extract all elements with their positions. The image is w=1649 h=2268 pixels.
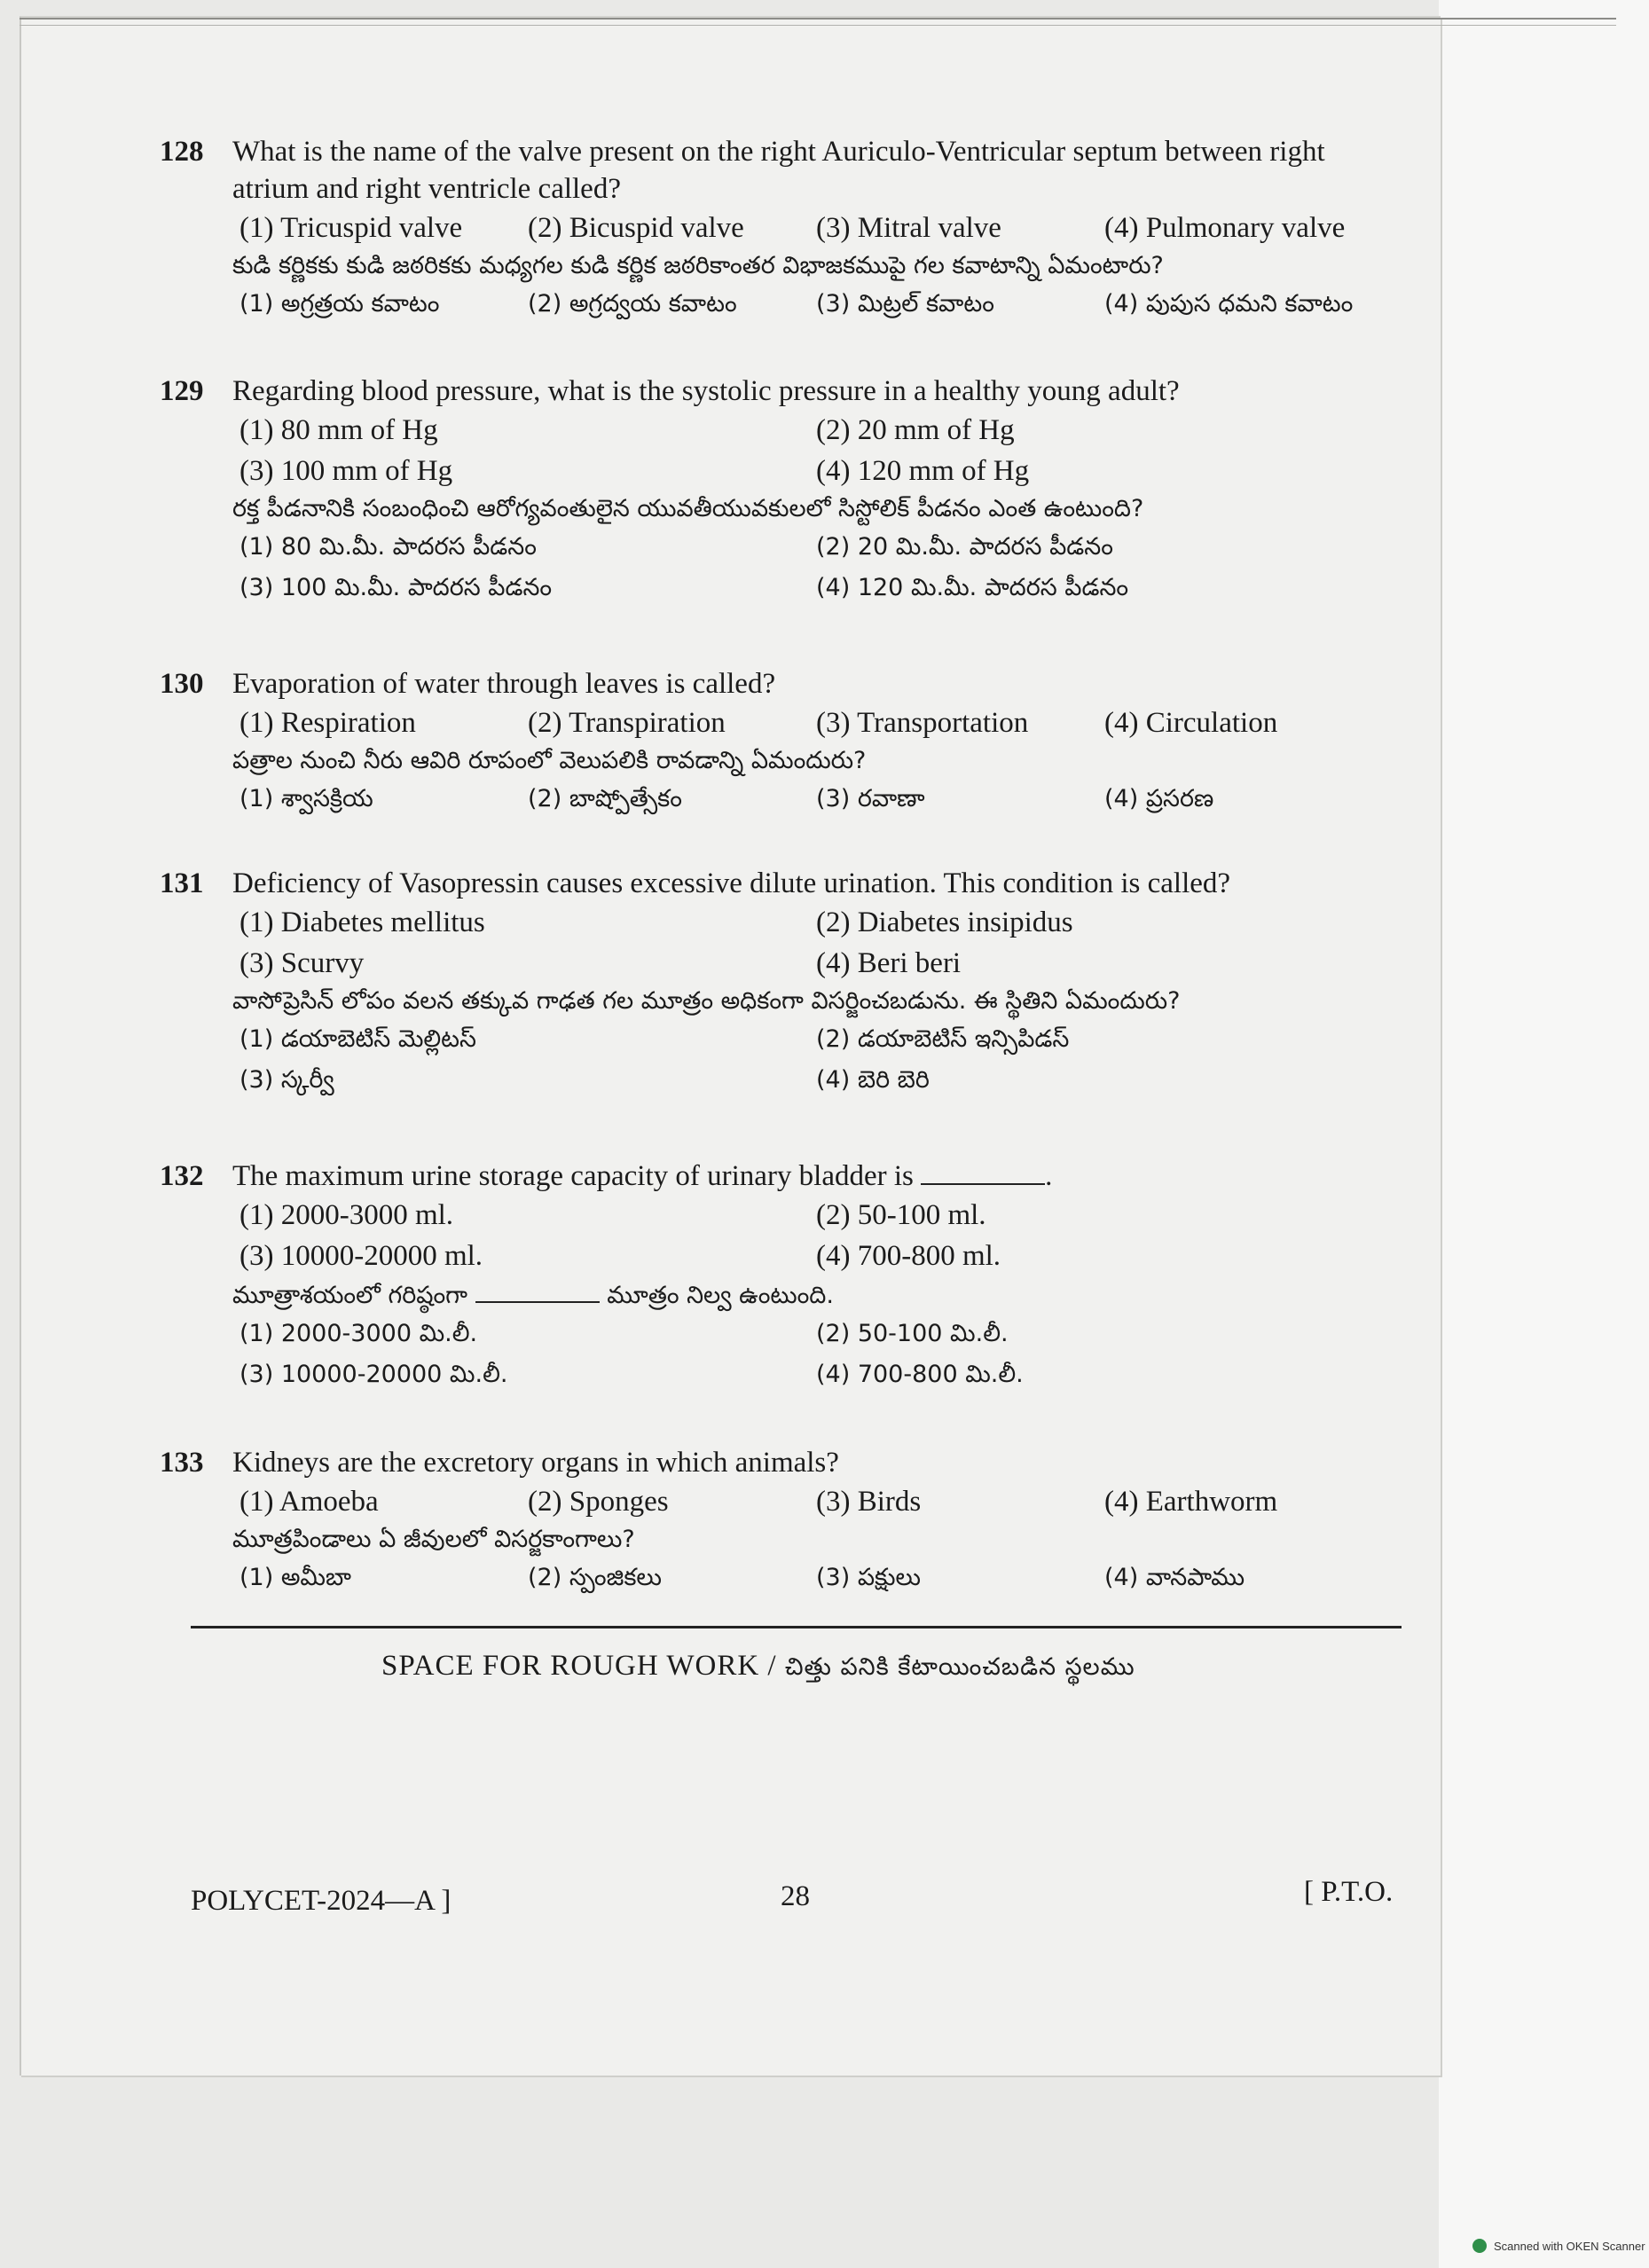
rough-work-heading (381, 1650, 1135, 1687)
option-3: (3) 10000-20000 ml. (239, 1240, 483, 1272)
option-2-te: (2) డయాబెటిస్ ఇన్సిపిడస్ (816, 1025, 1070, 1053)
question-text-te: మూత్రపిండాలు ఏ జీవులలో విసర్జకాంగాలు? (232, 1526, 635, 1553)
options-te (239, 527, 1402, 608)
option-2-te: (2) స్పంజికలు (528, 1564, 662, 1591)
option-2: (2) Transpiration (528, 707, 726, 739)
question-text-en-start: The maximum urine storage capacity of urinary bladder is (232, 1160, 914, 1192)
question-129 (160, 373, 1402, 608)
question-number: 131 (160, 867, 204, 899)
option-2: (2) Sponges (528, 1486, 669, 1518)
option-3: (3) Mitral valve (816, 212, 1001, 244)
paper-code: POLYCET-2024—A ] (191, 1885, 452, 1917)
option-3-te: (3) 10000-20000 మి.లీ. (239, 1361, 508, 1388)
question-text-en: What is the name of the valve present on the right Auriculo-Ventricular septum between right atrium and right ventricle called? (232, 136, 1325, 205)
option-4: (4) Pulmonary valve (1104, 212, 1346, 244)
option-4: (4) 120 mm of Hg (816, 455, 1030, 487)
option-2-te: (2) 20 మి.మీ. పాదరస పీడనం (816, 533, 1113, 561)
question-131 (160, 865, 1402, 1101)
option-4-te: (4) 120 మి.మీ. పాదరస పీడనం (816, 574, 1129, 601)
question-text-te: కుడి కర్ణికకు కుడి జఠరికకు మధ్యగల కుడి కర్ణిక జఠరికాంతర విభాజకముపై గల కవాటాన్ని ఏమంటారు? (232, 252, 1164, 279)
question-text-en: Kidneys are the excretory organs in which animals? (232, 1447, 839, 1479)
option-1: (1) Tricuspid valve (239, 212, 463, 244)
scan-margin (1439, 0, 1649, 2268)
option-2-te: (2) బాష్పోత్సేకం (528, 785, 682, 812)
option-4-te: (4) బెరి బెరి (816, 1066, 930, 1094)
rough-work-en: SPACE FOR ROUGH WORK / (381, 1650, 777, 1682)
option-3-te: (3) స్కర్వీ (239, 1066, 334, 1094)
option-3: (3) Scurvy (239, 947, 365, 979)
option-4-te: (4) వానపాము (1104, 1564, 1245, 1591)
option-4-te: (4) 700-800 మి.లీ. (816, 1361, 1024, 1388)
option-3: (3) Transportation (816, 707, 1029, 739)
option-1-te: (1) 2000-3000 మి.లీ. (239, 1320, 478, 1347)
options-te (239, 1314, 1402, 1395)
option-4-te: (4) పుపుస ధమని కవాటం (1104, 290, 1354, 318)
options-te (239, 1019, 1402, 1101)
option-3-te: (3) 100 మి.మీ. పాదరస పీడనం (239, 574, 553, 601)
option-2-te: (2) 50-100 మి.లీ. (816, 1320, 1009, 1347)
option-1-te: (1) అగ్రత్రయ కవాటం (239, 290, 440, 318)
scanner-logo-icon (1472, 2239, 1487, 2253)
option-2: (2) Bicuspid valve (528, 212, 744, 244)
pto-label: [ P.T.O. (1304, 1876, 1394, 1908)
option-2: (2) 20 mm of Hg (816, 414, 1015, 446)
question-text-te: రక్త పీడనానికి సంబంధించి ఆరోగ్యవంతులైన యువతీయువకులలో సిస్టోలిక్ పీడనం ఎంత ఉంటుంది? (232, 495, 1144, 522)
options-te (239, 779, 1402, 820)
rough-work-te: చిత్తు పనికి కేటాయించబడిన స్థలము (784, 1653, 1135, 1681)
question-128 (160, 133, 1402, 325)
option-4: (4) Circulation (1104, 707, 1278, 739)
question-number: 128 (160, 136, 204, 168)
options-en (239, 1481, 1402, 1522)
fill-in-blank (921, 1158, 1045, 1185)
option-3: (3) 100 mm of Hg (239, 455, 453, 487)
options-en (239, 410, 1402, 491)
options-en (239, 208, 1402, 248)
options-en (239, 702, 1402, 743)
option-3: (3) Birds (816, 1486, 922, 1518)
question-text-te: వాసోప్రెసిన్ లోపం వలన తక్కువ గాఢత గల మూత్రం అధికంగా విసర్జించబడును. ఈ స్థితిని ఏమందురు? (232, 987, 1181, 1015)
question-text-en: Deficiency of Vasopressin causes excessive dilute urination. This condition is called? (232, 867, 1231, 899)
question-text-en (232, 1158, 1402, 1195)
option-1-te: (1) 80 మి.మీ. పాదరస పీడనం (239, 533, 537, 561)
option-4: (4) 700-800 ml. (816, 1240, 1001, 1272)
option-1-te: (1) శ్వాసక్రియ (239, 785, 373, 812)
option-3-te: (3) రవాణా (816, 785, 925, 812)
option-1-te: (1) అమీబా (239, 1564, 351, 1591)
question-text-en-end: . (1045, 1160, 1053, 1192)
option-1: (1) 2000-3000 ml. (239, 1199, 454, 1231)
question-text-en: Evaporation of water through leaves is called? (232, 668, 776, 700)
fill-in-blank-te (475, 1276, 600, 1303)
option-4: (4) Earthworm (1104, 1486, 1278, 1518)
option-3-te: (3) మిట్రల్ కవాటం (816, 290, 994, 318)
option-4-te: (4) ప్రసరణ (1104, 785, 1214, 812)
option-1: (1) Respiration (239, 707, 416, 739)
question-text-te: పత్రాల నుంచి నీరు ఆవిరి రూపంలో వెలుపలికి రావడాన్ని ఏమందురు? (232, 747, 867, 774)
option-1: (1) 80 mm of Hg (239, 414, 438, 446)
option-4: (4) Beri beri (816, 947, 962, 979)
question-number: 129 (160, 375, 204, 407)
scanner-text: Scanned with OKEN Scanner (1494, 2239, 1645, 2253)
question-133 (160, 1444, 1402, 1598)
question-text-en: Regarding blood pressure, what is the systolic pressure in a healthy young adult? (232, 375, 1180, 407)
page-number: 28 (781, 1880, 810, 1912)
option-2: (2) Diabetes insipidus (816, 906, 1073, 938)
scanner-watermark (1472, 2239, 1645, 2253)
question-number: 130 (160, 668, 204, 700)
question-number: 133 (160, 1447, 204, 1479)
option-1: (1) Diabetes mellitus (239, 906, 485, 938)
section-divider (191, 1626, 1402, 1628)
option-1: (1) Amoeba (239, 1486, 379, 1518)
option-2-te: (2) అగ్రద్వయ కవాటం (528, 290, 737, 318)
question-130 (160, 665, 1402, 820)
question-132 (160, 1158, 1402, 1395)
option-3-te: (3) పక్షులు (816, 1564, 921, 1591)
question-text-te-end: మూత్రం నిల్వ ఉంటుంది. (607, 1282, 834, 1309)
question-text-te-start: మూత్రాశయంలో గరిష్ఠంగా (232, 1282, 468, 1309)
options-en (239, 1195, 1402, 1276)
question-number: 132 (160, 1160, 204, 1192)
question-text-te (232, 1276, 1402, 1314)
option-1-te: (1) డయాబెటిస్ మెల్లిటస్ (239, 1025, 476, 1053)
options-te (239, 1558, 1402, 1598)
top-border (20, 18, 1616, 26)
option-2: (2) 50-100 ml. (816, 1199, 986, 1231)
options-en (239, 902, 1402, 984)
options-te (239, 284, 1402, 325)
